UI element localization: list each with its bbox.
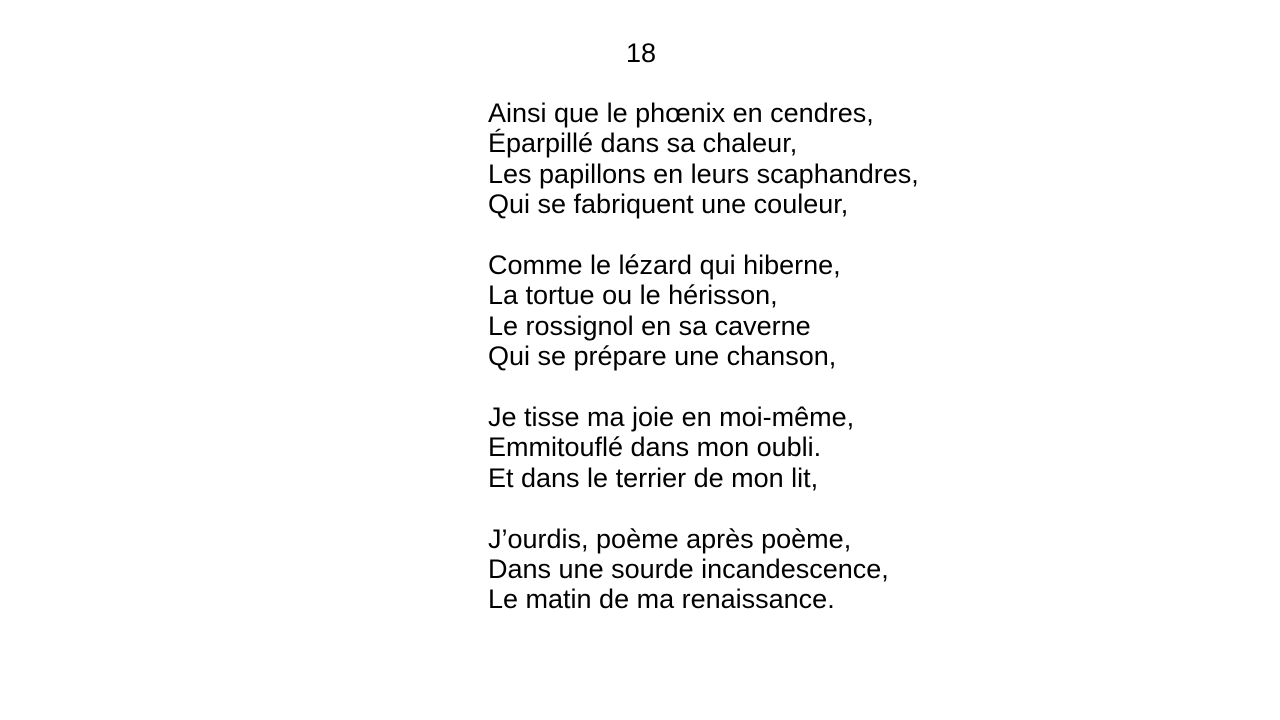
stanza-3 xyxy=(488,402,919,493)
poem-text xyxy=(488,98,919,615)
verse-line: Ainsi que le phœnix en cendres, xyxy=(488,98,874,128)
verse-line: J’ourdis, poème après poème, xyxy=(488,523,852,554)
stanza-2 xyxy=(488,250,919,372)
verse-line: Les papillons en leurs scaphandres, xyxy=(488,158,919,189)
verse-line: Et dans le terrier de mon lit, xyxy=(488,462,819,493)
verse-line: Emmitouflé dans mon oubli. xyxy=(488,432,822,463)
verse-line: Qui se fabriquent une couleur, xyxy=(488,189,849,220)
verse-line: Qui se prépare une chanson, xyxy=(488,341,837,372)
verse-line: Éparpillé dans sa chaleur, xyxy=(488,128,798,159)
verse-line: Dans une sourde incandescence, xyxy=(488,554,889,585)
stanza-1 xyxy=(488,98,919,220)
verse-line: Le rossignol en sa caverne xyxy=(488,310,811,341)
verse-line: Le matin de ma renaissance. xyxy=(488,584,835,615)
verse-line: Comme le lézard qui hiberne, xyxy=(488,250,841,281)
verse-line: Je tisse ma joie en moi-même, xyxy=(488,402,855,433)
stanza-4 xyxy=(488,524,919,615)
verse-line: La tortue ou le hérisson, xyxy=(488,280,778,311)
page-number: 18 xyxy=(626,38,657,68)
